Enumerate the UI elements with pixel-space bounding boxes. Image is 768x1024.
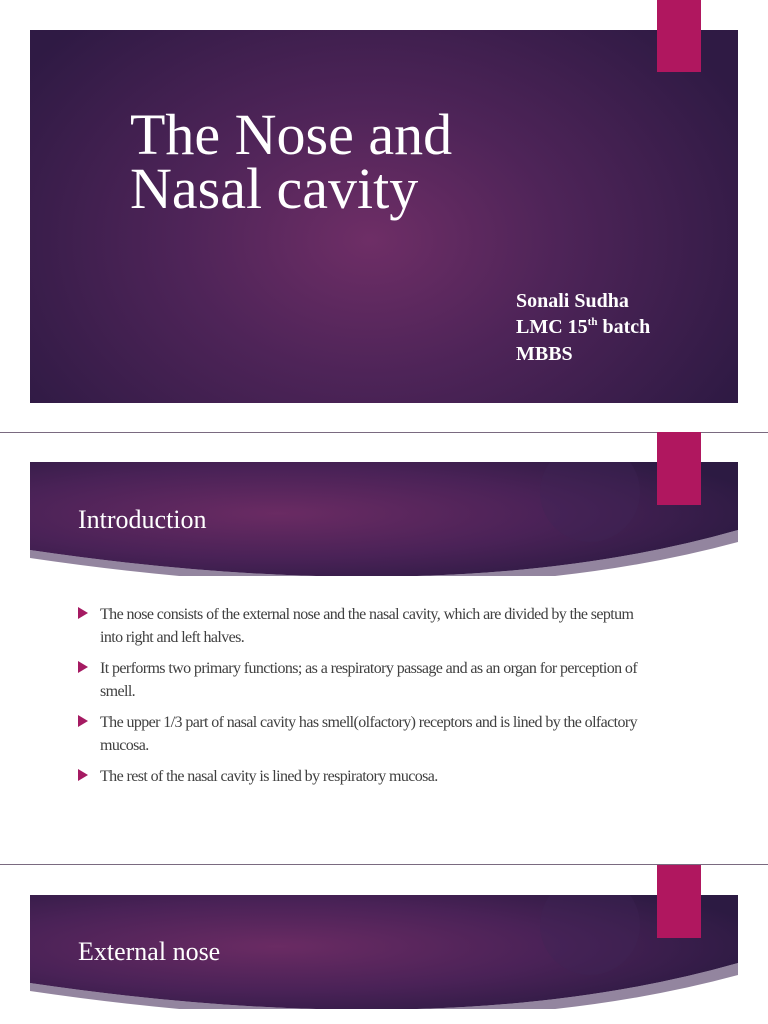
intro-slide-header <box>30 462 738 576</box>
slide-title-line-2: Nasal cavity <box>130 156 419 221</box>
bullet-item <box>78 711 638 757</box>
accent-tab <box>657 865 701 938</box>
batch-suffix: batch <box>597 316 651 338</box>
triangle-bullet-icon <box>78 607 88 619</box>
slide-heading: Introduction <box>78 505 207 534</box>
author-course: MBBS <box>516 343 573 365</box>
bullet-text: The nose consists of the external nose and the nasal cavity, which are divided by the septum into right and left halves. <box>100 606 634 646</box>
external-slide-header <box>30 895 738 1009</box>
bullet-text: The upper 1/3 part of nasal cavity has smell(olfactory) receptors and is lined by the olfactory mucosa. <box>100 714 638 754</box>
accent-tab <box>657 432 701 505</box>
slide-title-line-1: The Nose and <box>130 102 453 167</box>
bullet-item <box>78 657 638 703</box>
bullet-item <box>78 603 638 649</box>
title-slide <box>30 30 738 403</box>
bullet-text: It performs two primary functions; as a respiratory passage and as an organ for perception of smell. <box>100 660 638 700</box>
batch-prefix: LMC 15 <box>516 316 588 338</box>
slide-divider <box>0 432 768 433</box>
author-name: Sonali Sudha <box>516 290 629 312</box>
triangle-bullet-icon <box>78 769 88 781</box>
author-batch <box>516 317 650 337</box>
slide-heading: External nose <box>78 937 221 966</box>
bullet-text: The rest of the nasal cavity is lined by respiratory mucosa. <box>100 768 438 785</box>
slide-divider <box>0 864 768 865</box>
bullet-list <box>78 603 638 796</box>
triangle-bullet-icon <box>78 661 88 673</box>
bullet-item <box>78 765 638 788</box>
triangle-bullet-icon <box>78 715 88 727</box>
accent-tab <box>657 0 701 72</box>
batch-superscript: th <box>587 316 598 328</box>
